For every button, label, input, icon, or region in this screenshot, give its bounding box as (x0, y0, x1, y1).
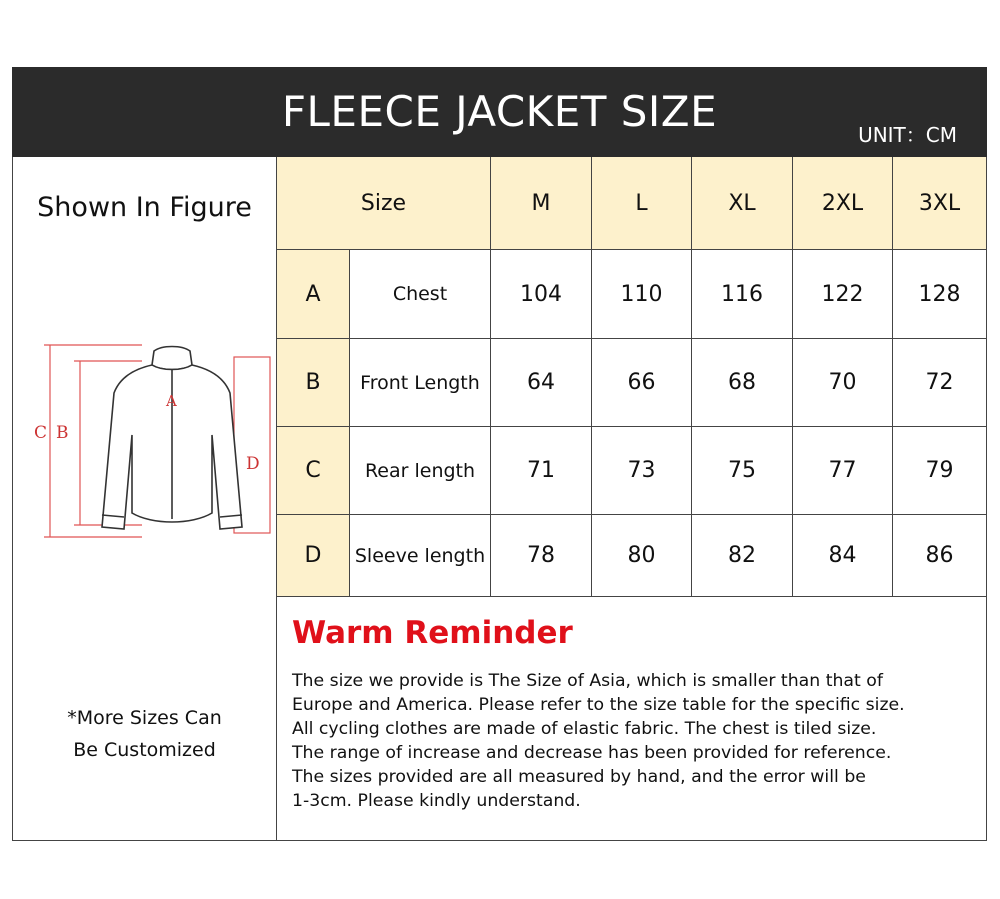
size-column-header: 3XL (893, 157, 987, 250)
table-cell: 116 (692, 250, 793, 339)
warm-reminder-panel (277, 597, 987, 841)
figure-panel (12, 157, 277, 841)
marker-c: C (34, 423, 48, 443)
jacket-diagram (32, 337, 272, 557)
size-column-header: 2XL (793, 157, 893, 250)
jacket-outline (102, 347, 242, 530)
table-cell: 71 (491, 427, 592, 515)
reminder-line: The sizes provided are all measured by hand, and the error will be (292, 767, 866, 787)
custom-sizes-note-line-1: *More Sizes Can (67, 707, 222, 729)
unit-label: UNIT：CM (858, 123, 957, 147)
table-cell: 86 (893, 515, 987, 597)
shown-in-figure-label: Shown In Figure (37, 192, 252, 223)
size-column-header: XL (692, 157, 793, 250)
chart-header (12, 67, 987, 157)
reminder-line: 1-3cm. Please kindly understand. (292, 791, 581, 811)
reminder-line: The range of increase and decrease has been provided for reference. (292, 743, 892, 763)
row-letter: B (277, 339, 350, 427)
table-cell: 75 (692, 427, 793, 515)
warm-reminder-title: Warm Reminder (292, 615, 573, 651)
measurement-name: Front Length (350, 339, 491, 427)
row-letter: C (277, 427, 350, 515)
row-letter: A (277, 250, 350, 339)
table-cell: 64 (491, 339, 592, 427)
marker-a: A (166, 392, 177, 410)
marker-d: D (246, 454, 260, 474)
chart-title: FLEECE JACKET SIZE (281, 87, 718, 136)
table-cell: 79 (893, 427, 987, 515)
table-cell: 77 (793, 427, 893, 515)
custom-sizes-note (12, 702, 277, 766)
reminder-line: Europe and America. Please refer to the size table for the specific size. (292, 695, 905, 715)
measurement-name: Chest (350, 250, 491, 339)
reminder-line: The size we provide is The Size of Asia, which is smaller than that of (292, 671, 883, 691)
table-cell: 122 (793, 250, 893, 339)
reminder-line: All cycling clothes are made of elastic fabric. The chest is tiled size. (292, 719, 877, 739)
size-column-header: L (592, 157, 692, 250)
size-column-header: M (491, 157, 592, 250)
table-cell: 78 (491, 515, 592, 597)
custom-sizes-note-line-2: Be Customized (73, 739, 216, 761)
table-cell: 80 (592, 515, 692, 597)
marker-b: B (56, 423, 69, 443)
table-cell: 73 (592, 427, 692, 515)
table-cell: 82 (692, 515, 793, 597)
measurement-name: Rear length (350, 427, 491, 515)
table-cell: 110 (592, 250, 692, 339)
measurement-name: Sleeve length (350, 515, 491, 597)
table-cell: 70 (793, 339, 893, 427)
table-cell: 104 (491, 250, 592, 339)
table-cell: 68 (692, 339, 793, 427)
table-cell: 66 (592, 339, 692, 427)
table-cell: 72 (893, 339, 987, 427)
table-cell: 84 (793, 515, 893, 597)
warm-reminder-text (292, 669, 982, 813)
table-cell: 128 (893, 250, 987, 339)
row-letter: D (277, 515, 350, 597)
size-header-cell: Size (277, 157, 491, 250)
